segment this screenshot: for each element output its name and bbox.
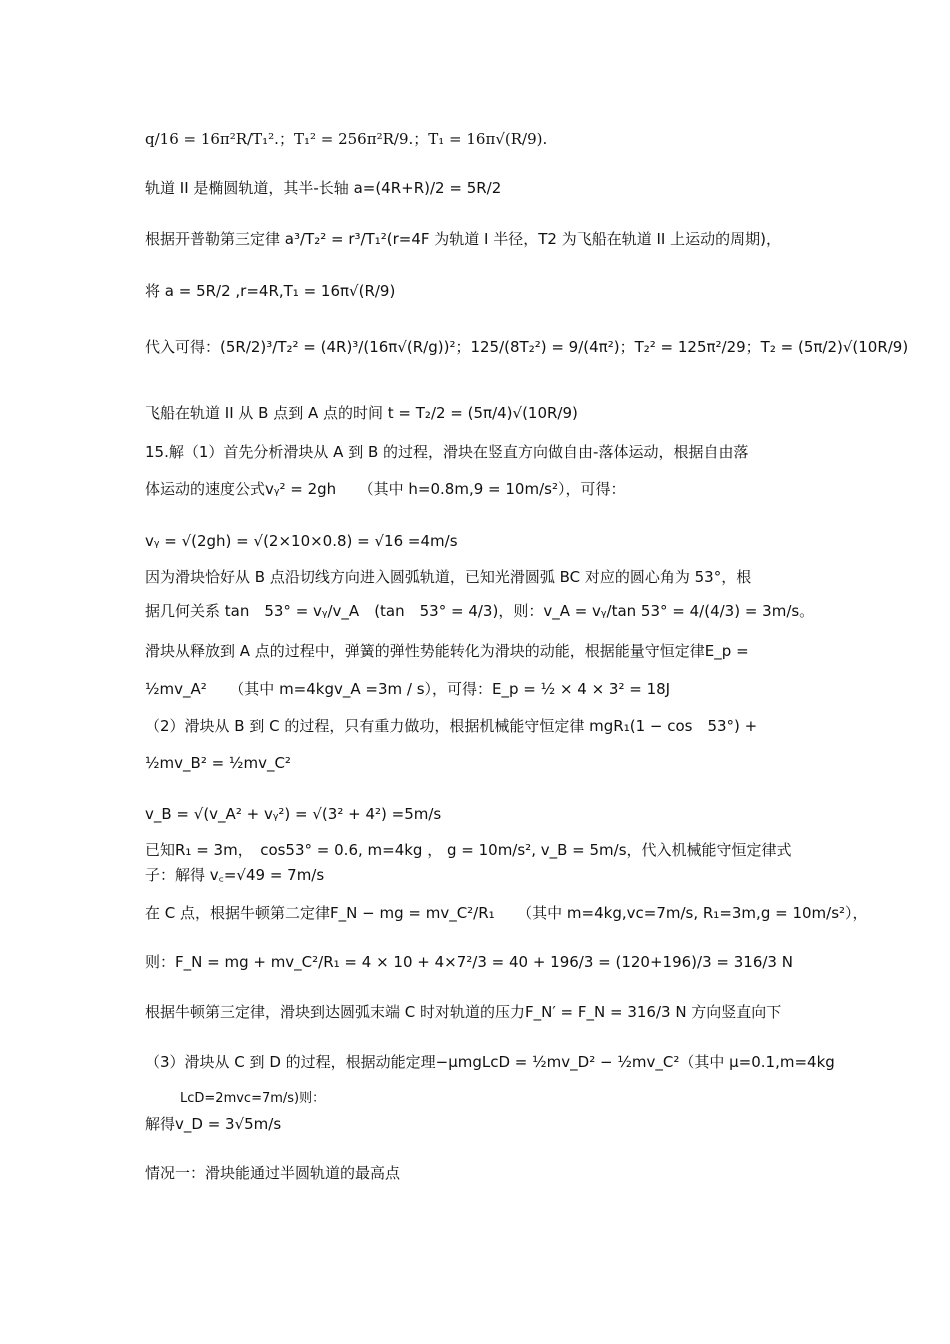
text-line-15: ½mv_B² = ½mv_C² (145, 754, 291, 772)
text-line-14: （2）滑块从 B 到 C 的过程，只有重力做功，根据机械能守恒定律 mgR₁(1 − cos 53°) + (145, 717, 758, 735)
text-line-25: 情况一：滑块能通过半圆轨道的最高点 (145, 1164, 401, 1182)
text-line-5: 代入可得：(5R/2)³/T₂² = (4R)³/(16π√(R/g))²；125/(8T₂²) = 9/(4π²)；T₂² = 125π²/29；T₂ = (5π/2)√(10R/9) (145, 338, 909, 356)
text-line-18: 子：解得 v꜀=√49 = 7m/s (145, 866, 325, 884)
text-line-21: 根据牛顿第三定律，滑块到达圆弧末端 C 时对轨道的压力F_N′ = F_N = 316/3 N 方向竖直向下 (145, 1003, 782, 1021)
text-line-2: 轨道 II 是椭圆轨道，其半-长轴 a=(4R+R)/2 = 5R/2 (145, 179, 502, 197)
text-line-7: 15.解（1）首先分析滑块从 A 到 B 的过程，滑块在竖直方向做自由-落体运动，根据自由落 (145, 443, 749, 461)
text-line-20: 则：F_N = mg + mv_C²/R₁ = 4 × 10 + 4×7²/3 = 40 + 196/3 = (120+196)/3 = 316/3 N (145, 953, 793, 971)
text-line-13: ½mv_A² （其中 m=4kgv_A =3m / s），可得：E_p = ½ × 4 × 3² = 18J (145, 680, 671, 698)
text-line-11: 据几何关系 tan 53° = vᵧ/v_A (tan 53° = 4/3)，则：v_A = vᵧ/tan 53° = 4/(4/3) = 3m/s。 (145, 602, 815, 620)
text-line-16: v_B = √(v_A² + vᵧ²) = √(3² + 4²) =5m/s (145, 805, 442, 823)
text-line-23: LcD=2mvc=7m/s)则： (180, 1091, 326, 1106)
text-line-17: 已知R₁ = 3m， cos53° = 0.6, m=4kg ， g = 10m/s², v_B = 5m/s，代入机械能守恒定律式 (145, 841, 792, 859)
text-line-8: 体运动的速度公式vᵧ² = 2gh （其中 h=0.8m,9 = 10m/s²），可得： (145, 480, 626, 498)
text-line-19: 在 C 点，根据牛顿第二定律F_N − mg = mv_C²/R₁ （其中 m=4kg,vc=7m/s, R₁=3m,g = 10m/s²）， (145, 904, 868, 922)
text-line-24: 解得v_D = 3√5m/s (145, 1115, 282, 1133)
text-line-3: 根据开普勒第三定律 a³/T₂² = r³/T₁²(r=4F 为轨道 I 半径，T2 为飞船在轨道 II 上运动的周期)， (145, 230, 781, 248)
text-line-9: vᵧ = √(2gh) = √(2×10×0.8) = √16 =4m/s (145, 532, 458, 550)
text-line-1: q/16 = 16π²R/T₁².；T₁² = 256π²R/9.；T₁ = 16π√(R/9). (145, 130, 548, 148)
text-line-22: （3）滑块从 C 到 D 的过程，根据动能定理−μmgLcD = ½mv_D² − ½mv_C²（其中 μ=0.1,m=4kg (145, 1053, 835, 1071)
text-line-6: 飞船在轨道 II 从 B 点到 A 点的时间 t = T₂/2 = (5π/4)√(10R/9) (145, 404, 578, 422)
text-line-10: 因为滑块恰好从 B 点沿切线方向进入圆弧轨道，已知光滑圆弧 BC 对应的圆心角为 53°，根 (145, 568, 752, 586)
text-line-4: 将 a = 5R/2 ,r=4R,T₁ = 16π√(R/9) (145, 282, 396, 300)
text-line-12: 滑块从释放到 A 点的过程中，弹簧的弹性势能转化为滑块的动能，根据能量守恒定律E_p = (145, 642, 749, 660)
